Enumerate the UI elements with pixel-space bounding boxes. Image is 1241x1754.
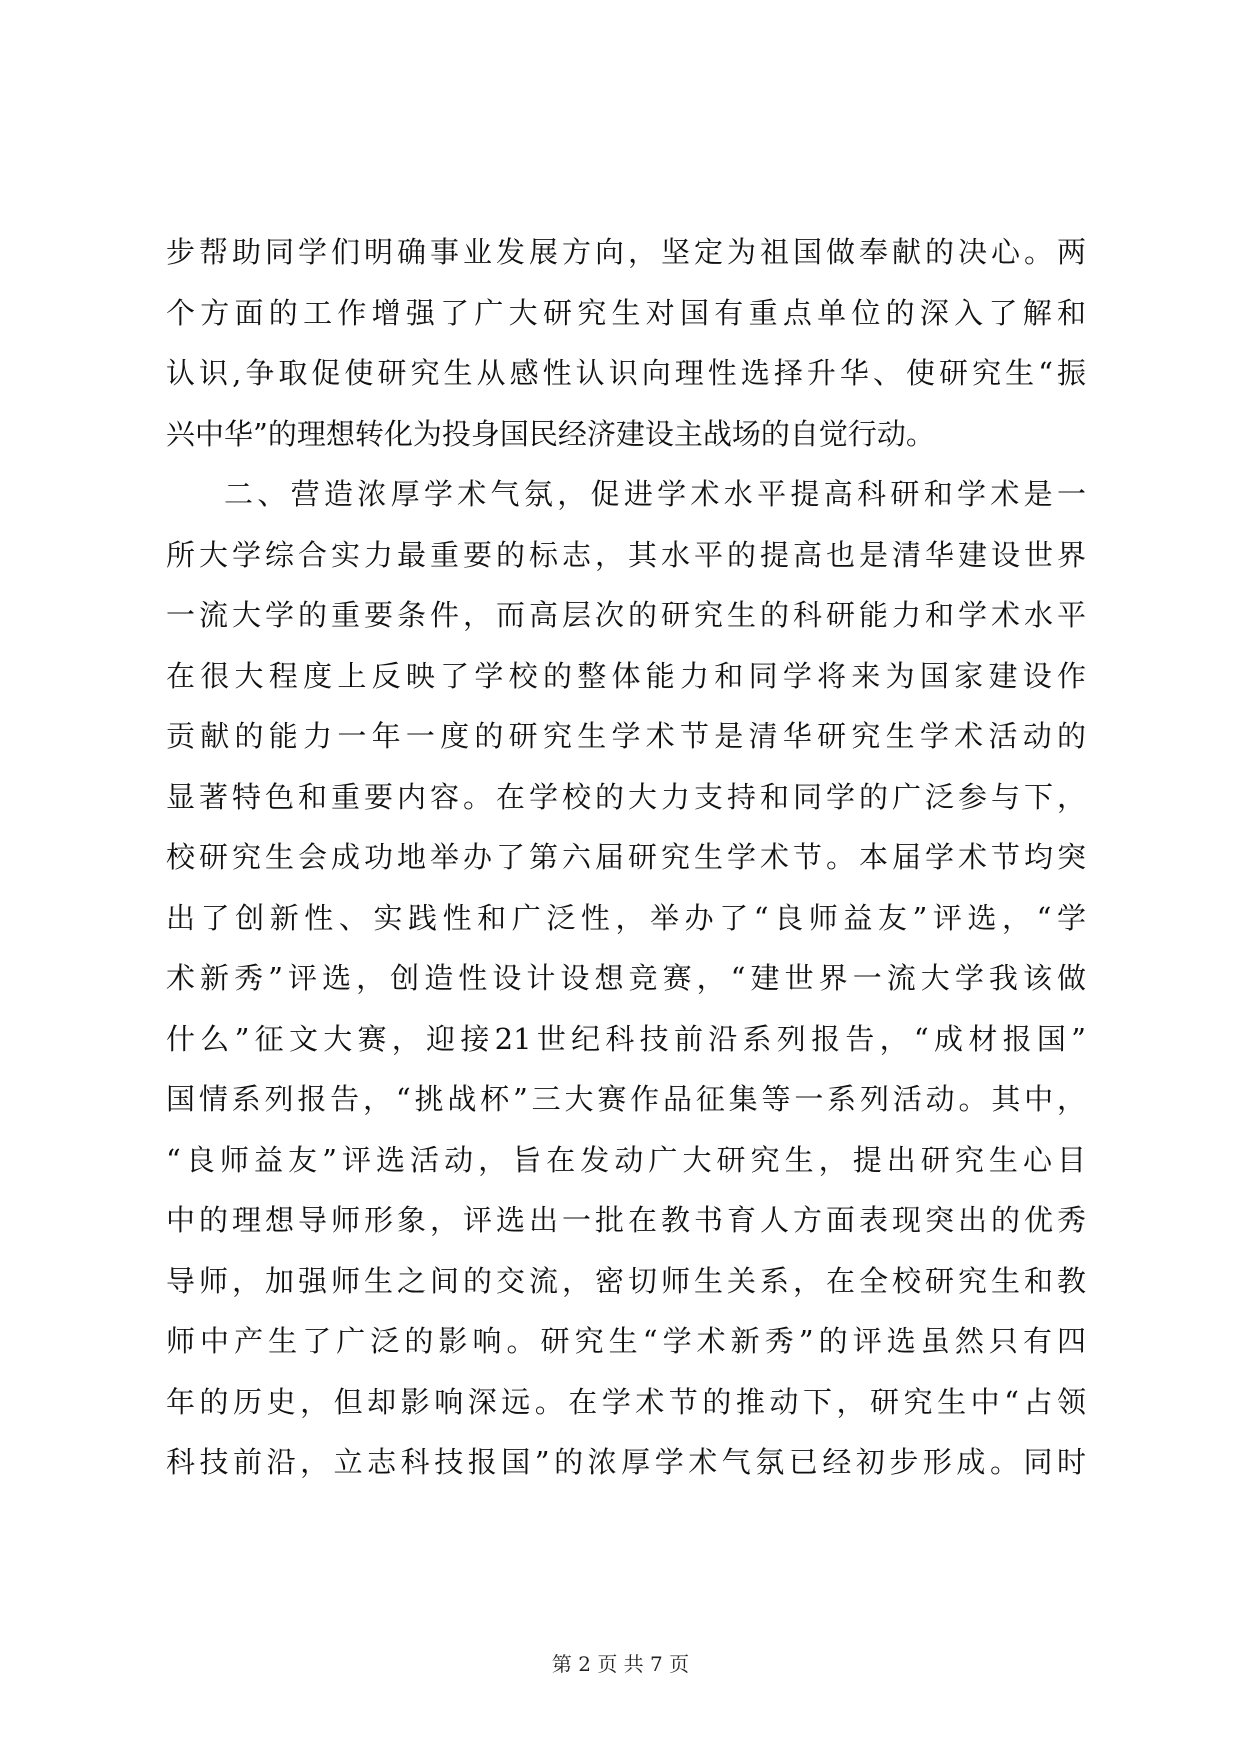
text-line: 什么”征文大赛，迎接21世纪科技前沿系列报告，“成材报国” (166, 1021, 1086, 1056)
text-line: 年的历史，但却影响深远。在学术节的推动下，研究生中“占领 (166, 1384, 1086, 1419)
text-line: 所大学综合实力最重要的标志，其水平的提高也是清华建设世界 (166, 537, 1086, 572)
page-number: 第 2 页 共 7 页 (551, 1652, 690, 1676)
body-text (166, 222, 1086, 1493)
page-footer (0, 1648, 1241, 1677)
text-line: 认识,争取促使研究生从感性认识向理性选择升华、使研究生“振 (166, 356, 1086, 390)
text-line: 显著特色和重要内容。在学校的大力支持和同学的广泛参与下， (166, 779, 1086, 814)
text-line: 出了创新性、实践性和广泛性，举办了“良师益友”评选，“学 (166, 900, 1086, 935)
text-line: 术新秀”评选，创造性设计设想竞赛，“建世界一流大学我该做 (166, 961, 1086, 995)
text-line: 导师，加强师生之间的交流，密切师生关系，在全校研究生和教 (166, 1263, 1086, 1298)
text-line: 一流大学的重要条件，而高层次的研究生的科研能力和学术水平 (166, 598, 1086, 632)
text-line: 校研究生会成功地举办了第六届研究生学术节。本届学术节均突 (166, 840, 1086, 874)
text-line: 中的理想导师形象，评选出一批在教书育人方面表现突出的优秀 (166, 1203, 1086, 1237)
text-line: 兴中华”的理想转化为投身国民经济建设主战场的自觉行动。 (166, 416, 935, 451)
text-line: 科技前沿，立志科技报国”的浓厚学术气氛已经初步形成。同时 (166, 1445, 1086, 1479)
text-line: 二、营造浓厚学术气氛，促进学术水平提高科研和学术是一 (224, 477, 1086, 511)
text-line: 在很大程度上反映了学校的整体能力和同学将来为国家建设作 (166, 658, 1086, 693)
text-line: 师中产生了广泛的影响。研究生“学术新秀”的评选虽然只有四 (166, 1324, 1086, 1358)
text-line: 贡献的能力一年一度的研究生学术节是清华研究生学术活动的 (166, 719, 1086, 753)
text-line: 个方面的工作增强了广大研究生对国有重点单位的深入了解和 (166, 295, 1086, 330)
text-line: 步帮助同学们明确事业发展方向，坚定为祖国做奉献的决心。两 (166, 235, 1086, 269)
text-line: 国情系列报告，“挑战杯”三大赛作品征集等一系列活动。其中， (166, 1082, 1086, 1116)
text-line: “良师益友”评选活动，旨在发动广大研究生，提出研究生心目 (166, 1142, 1086, 1177)
